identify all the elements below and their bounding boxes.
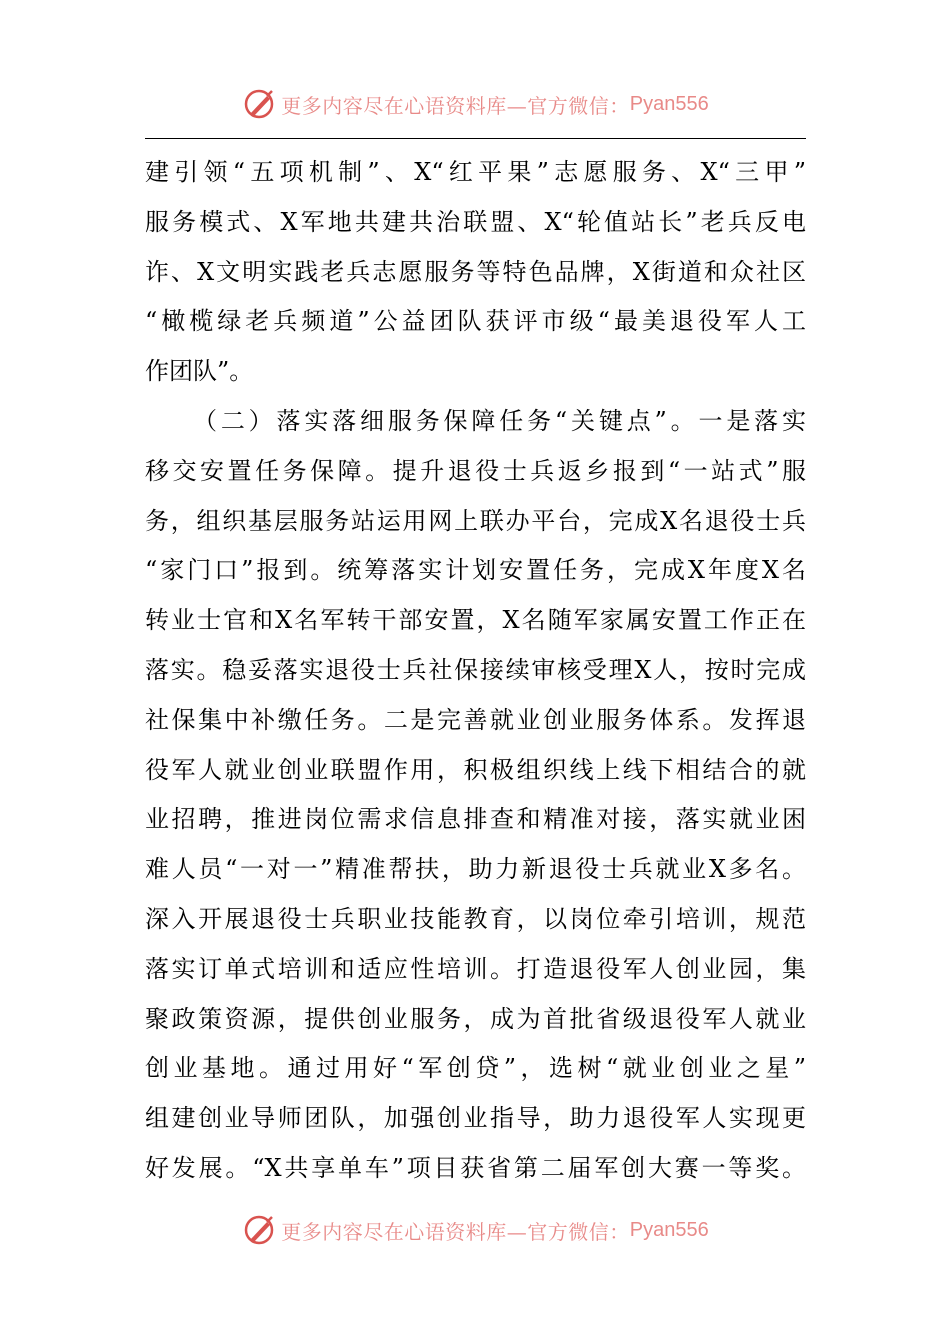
pen-logo-icon	[241, 1212, 277, 1248]
text-line: “橄榄绿老兵频道”公益团队获评市级“最美退役军人工	[145, 307, 806, 336]
text-line: 诈、X文明实践老兵志愿服务等特色品牌，X街道和众社区	[145, 257, 806, 286]
text-line: 务，组织基层服务站运用网上联办平台，完成X名退役士兵	[145, 506, 806, 535]
document-body	[145, 148, 806, 1194]
text-line: 建引领“五项机制”、X“红平果”志愿服务、X“三甲”	[145, 158, 806, 186]
footer-watermark	[0, 1210, 950, 1250]
text-line: 移交安置任务保障。提升退役士兵返乡报到“一站式”服	[145, 456, 806, 485]
text-line: 落实订单式培训和适应性培训。打造退役军人创业园，集	[145, 954, 806, 983]
pen-logo-icon	[241, 86, 277, 122]
text-line: 深入开展退役士兵职业技能教育，以岗位牵引培训，规范	[145, 904, 806, 933]
text-line: 社保集中补缴任务。二是完善就业创业服务体系。发挥退	[145, 705, 806, 734]
text-line: 转业士官和X名军转干部安置，X名随军家属安置工作正在	[145, 606, 806, 635]
text-line: 好发展。“X共享单车”项目获省第二届军创大赛一等奖。	[145, 1153, 806, 1182]
text-line: 业招聘，推进岗位需求信息排查和精准对接，落实就业困	[145, 805, 806, 834]
header-rule	[145, 138, 806, 139]
text-line: 服务模式、X军地共建共治联盟、X“轮值站长”老兵反电	[145, 207, 806, 236]
text-line: 役军人就业创业联盟作用，积极组织线上线下相结合的就	[145, 755, 806, 784]
section-heading-line: （二）落实落细服务保障任务“关键点”。一是落实	[193, 406, 806, 435]
text-line: 组建创业导师团队，加强创业指导，助力退役军人实现更	[145, 1104, 806, 1133]
watermark-account: Pyan556	[629, 1218, 709, 1241]
text-line: 聚政策资源，提供创业服务，成为首批省级退役军人就业	[145, 1004, 806, 1033]
text-line: “家门口”报到。统筹落实计划安置任务，完成X年度X名	[145, 556, 806, 585]
watermark-text: 更多内容尽在心语资料库—官方微信：	[281, 1219, 630, 1244]
header-watermark	[0, 84, 950, 124]
text-line: 难人员“一对一”精准帮扶，助力新退役士兵就业X多名。	[145, 855, 806, 884]
text-line: 作团队”。	[145, 357, 254, 386]
text-line: 落实。稳妥落实退役士兵社保接续审核受理X人，按时完成	[145, 655, 806, 684]
watermark-text: 更多内容尽在心语资料库—官方微信：	[281, 93, 630, 118]
watermark-account: Pyan556	[629, 92, 709, 115]
text-line: 创业基地。通过用好“军创贷”，选树“就业创业之星”	[145, 1054, 806, 1083]
